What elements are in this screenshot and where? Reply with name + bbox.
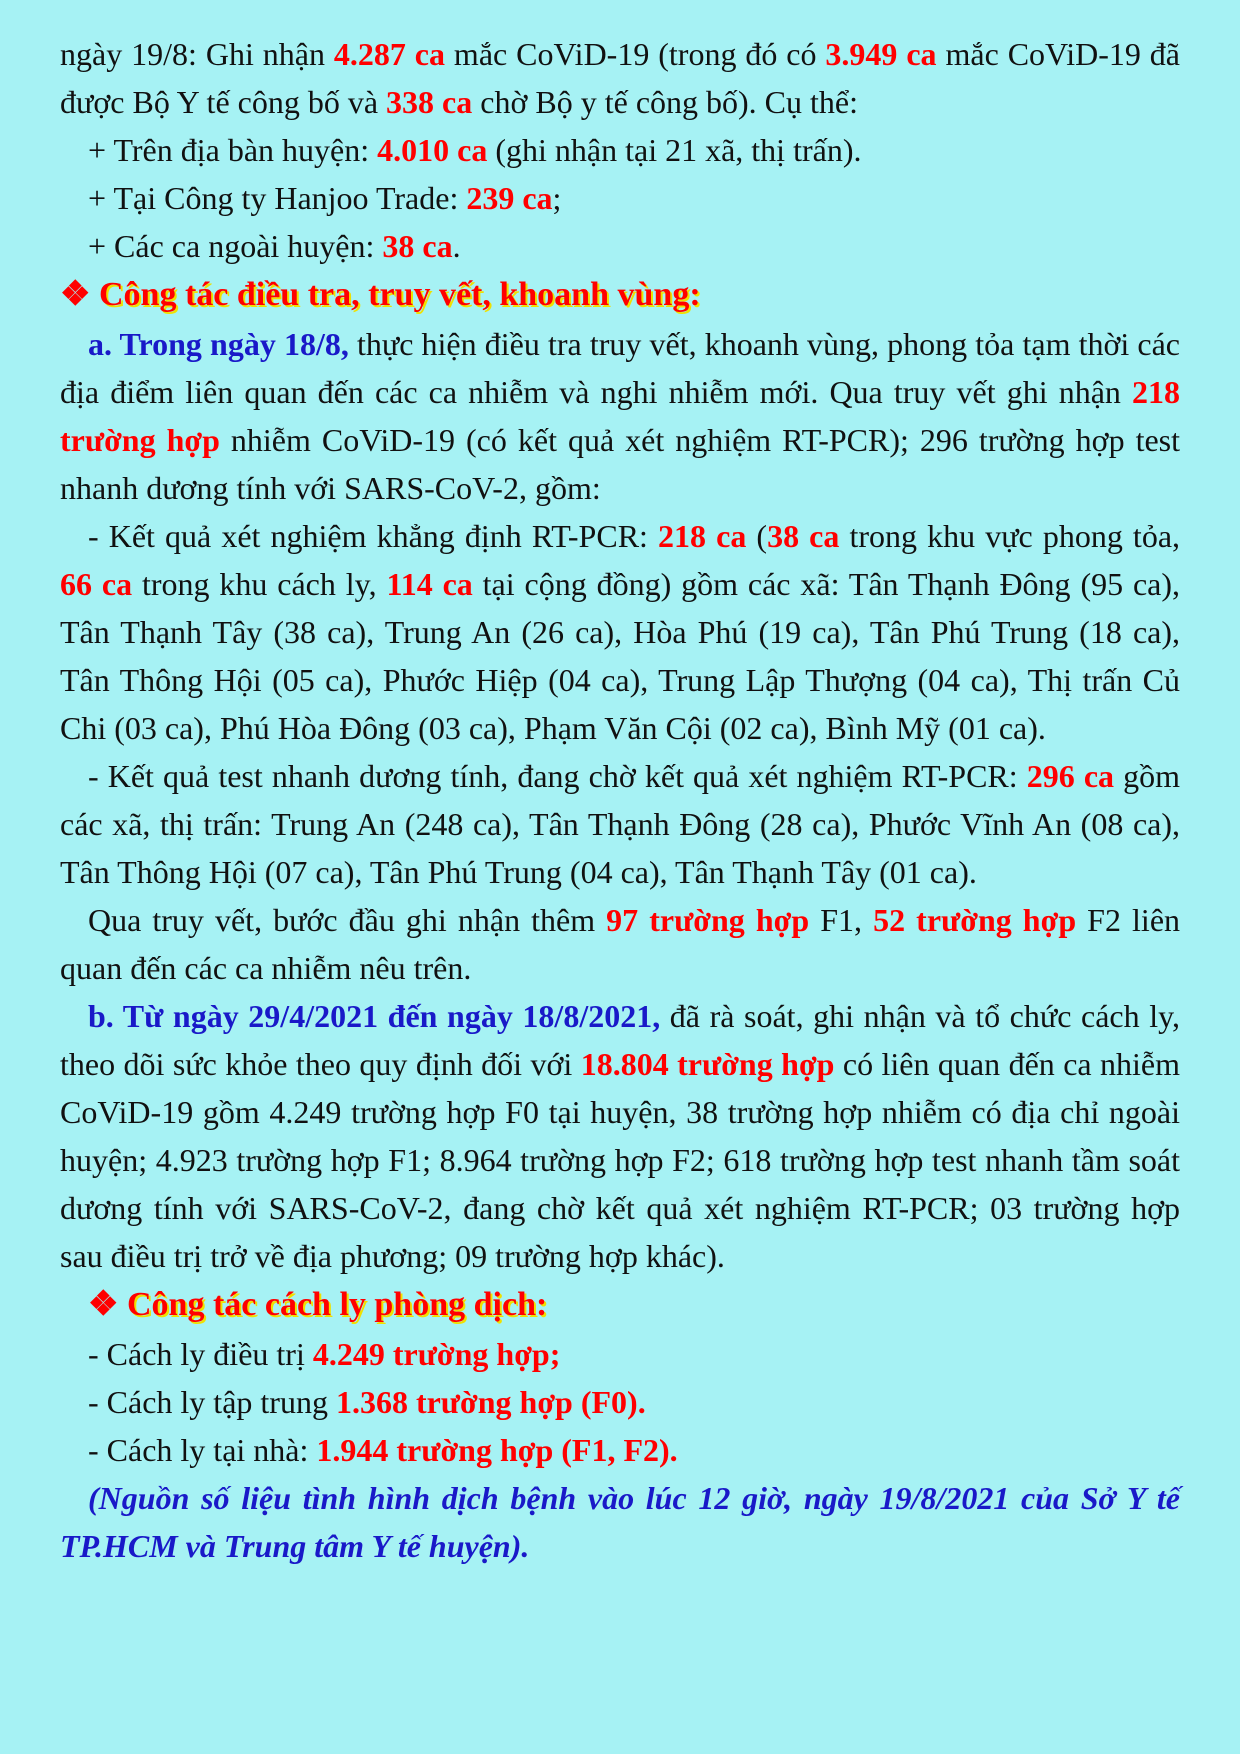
- rapid-text: gồm các xã, thị trấn: Trung An (248 ca), Tân Thạnh Đông (28 ca), Phước Vĩnh An (08 ca), Tân Thông Hội (07 ca), Tân Phú Trung (04 ca), Tân Thạnh Tây (01 ca).: [60, 758, 1181, 890]
- contacts-paragraph: [60, 896, 1180, 992]
- breakdown-item: [60, 126, 1180, 174]
- pcr-text: tại cộng đồng) gồm các xã: Tân Thạnh Đông (95 ca), Tân Thạnh Tây (38 ca), Trung An (26 ca), Hòa Phú (19 ca), Tân Phú Trung (18 ca), Tân Thông Hội (05 ca), Phước Hiệp (04 ca), Trung Lập Thượng (04 ca), Thị trấn Củ Chi (03 ca), Phú Hòa Đông (03 ca), Phạm Văn Cội (02 ca), Bình Mỹ (01 ca).: [60, 566, 1181, 746]
- isolation-label: - Cách ly tại nhà:: [88, 1432, 317, 1468]
- total-cases: 4.287 ca: [333, 36, 445, 72]
- section-a-label: a. Trong ngày 18/8,: [88, 326, 349, 362]
- pcr-total: 218 ca: [658, 518, 747, 554]
- section-b-paragraph: [60, 992, 1180, 1280]
- section-b-label: b. Từ ngày 29/4/2021 đến ngày 18/8/2021,: [88, 998, 661, 1034]
- pcr-community-cases: 114 ca: [386, 566, 473, 602]
- diamond-bullet-icon: ❖: [88, 1286, 119, 1323]
- breakdown-suffix: ;: [552, 180, 562, 216]
- isolation-item: [60, 1330, 1180, 1378]
- contacts-text: F1,: [809, 902, 874, 938]
- pcr-lockdown-cases: 38 ca: [767, 518, 840, 554]
- isolation-value: 1.368 trường hợp (F0).: [335, 1384, 646, 1420]
- data-source-note: (Nguồn số liệu tình hình dịch bệnh vào lúc 12 giờ, ngày 19/8/2021 của Sở Y tế TP.HCM và Trung tâm Y tế huyện).: [60, 1480, 1180, 1564]
- intro-text: mắc CoViD-19 đã được Bộ Y tế công bố và: [60, 36, 1180, 120]
- section-heading-isolation: [60, 1280, 1180, 1330]
- section-a-paragraph: [60, 320, 1180, 512]
- section-heading-investigation: [60, 270, 1180, 320]
- intro-text: ngày 19/8: Ghi nhận: [60, 36, 334, 72]
- heading-text: Công tác cách ly phòng dịch:: [126, 1286, 548, 1323]
- isolation-item: [60, 1426, 1180, 1474]
- intro-paragraph: [60, 30, 1180, 126]
- pcr-text: - Kết quả xét nghiệm khẳng định RT-PCR:: [88, 518, 659, 554]
- isolation-label: - Cách ly điều trị: [88, 1336, 313, 1372]
- isolation-value: 4.249 trường hợp;: [312, 1336, 561, 1372]
- pending-cases: 338 ca: [386, 84, 473, 120]
- pcr-isolation-cases: 66 ca: [60, 566, 133, 602]
- isolation-value: 1.944 trường hợp (F1, F2).: [316, 1432, 678, 1468]
- breakdown-suffix: (ghi nhận tại 21 xã, thị trấn).: [487, 132, 862, 168]
- breakdown-value: 4.010 ca: [377, 132, 488, 168]
- announced-cases: 3.949 ca: [825, 36, 937, 72]
- breakdown-label: + Các ca ngoài huyện:: [88, 228, 383, 264]
- pcr-results-paragraph: [60, 512, 1180, 752]
- breakdown-label: + Trên địa bàn huyện:: [88, 132, 378, 168]
- f1-count: 97 trường hợp: [606, 902, 810, 938]
- pcr-text: trong khu cách ly,: [132, 566, 387, 602]
- section-a-cases: 218 trường hợp: [60, 374, 1180, 458]
- breakdown-value: 239 ca: [466, 180, 553, 216]
- f2-count: 52 trường hợp: [873, 902, 1077, 938]
- contacts-text: Qua truy vết, bước đầu ghi nhận thêm: [88, 902, 607, 938]
- rapid-text: - Kết quả test nhanh dương tính, đang chờ kết quả xét nghiệm RT-PCR:: [88, 758, 1027, 794]
- rapid-total: 296 ca: [1026, 758, 1115, 794]
- heading-text: Công tác điều tra, truy vết, khoanh vùng:: [98, 276, 701, 313]
- intro-text: chờ Bộ y tế công bố). Cụ thể:: [472, 84, 858, 120]
- section-a-text: nhiễm CoViD-19 (có kết quả xét nghiệm RT-PCR); 296 trường hợp test nhanh dương tính với SARS-CoV-2, gồm:: [60, 422, 1181, 506]
- breakdown-value: 38 ca: [382, 228, 453, 264]
- section-b-text: đã rà soát, ghi nhận và tổ chức cách ly, theo dõi sức khỏe theo quy định đối với: [60, 998, 1181, 1082]
- breakdown-item: [60, 222, 1180, 270]
- breakdown-suffix: .: [452, 228, 461, 264]
- breakdown-item: [60, 174, 1180, 222]
- isolation-label: - Cách ly tập trung: [88, 1384, 336, 1420]
- section-b-text: có liên quan đến ca nhiễm CoViD-19 gồm 4.249 trường hợp F0 tại huyện, 38 trường hợp nhiễm có địa chỉ ngoài huyện; 4.923 trường hợp F1; 8.964 trường hợp F2; 618 trường hợp test nhanh tầm soát dương tính với SARS-CoV-2, đang chờ kết quả xét nghiệm RT-PCR; 03 trường hợp sau điều trị trở về địa phương; 09 trường hợp khác).: [60, 1046, 1181, 1274]
- pcr-text: (: [746, 518, 768, 554]
- intro-text: mắc CoViD-19 (trong đó có: [445, 36, 826, 72]
- rapid-test-paragraph: [60, 752, 1180, 896]
- isolation-item: [60, 1378, 1180, 1426]
- diamond-bullet-icon: ❖: [60, 276, 91, 313]
- section-a-text: thực hiện điều tra truy vết, khoanh vùng, phong tỏa tạm thời các địa điểm liên quan đến các ca nhiễm và nghi nhiễm mới. Qua truy vết ghi nhận: [60, 326, 1181, 410]
- contacts-text: F2 liên quan đến các ca nhiễm nêu trên.: [60, 902, 1181, 986]
- pcr-text: trong khu vực phong tỏa,: [839, 518, 1181, 554]
- breakdown-label: + Tại Công ty Hanjoo Trade:: [88, 180, 467, 216]
- section-b-total: 18.804 trường hợp: [580, 1046, 835, 1082]
